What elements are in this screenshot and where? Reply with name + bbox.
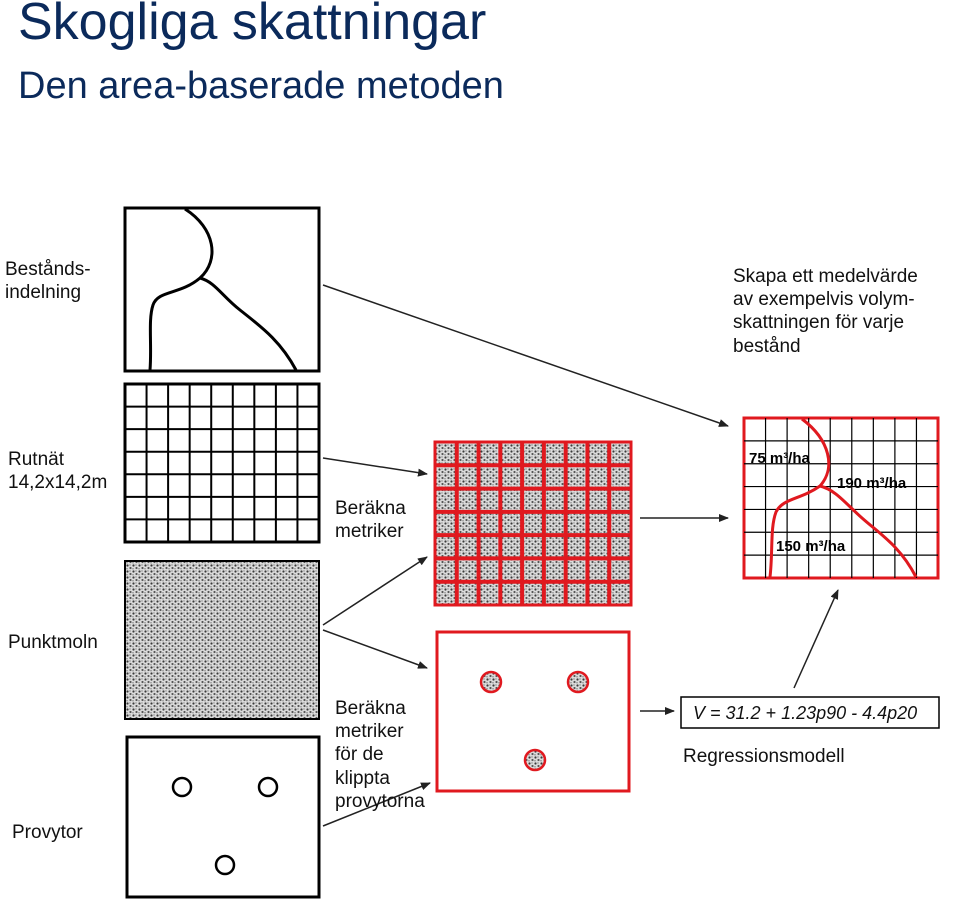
- page-subtitle: Den area-baserade metoden: [18, 65, 504, 107]
- page-title: Skogliga skattningar: [18, 0, 487, 51]
- result-label-190: 190 m³/ha: [837, 475, 907, 492]
- stand-division-box: [125, 208, 319, 371]
- plot-circle: [216, 856, 234, 874]
- stand-division-label: Bestånds- indelning: [5, 259, 91, 304]
- result-label-75: 75 m³/ha: [749, 450, 810, 467]
- point-cloud-box: [125, 561, 319, 719]
- regression-label: Regressionsmodell: [683, 746, 845, 767]
- metrics-grid-box: [435, 442, 631, 605]
- plot-circle: [173, 778, 191, 796]
- plots-box: [127, 737, 319, 897]
- point-cloud-label: Punktmoln: [8, 632, 98, 653]
- compute-clipped-metrics-label: Beräkna metriker för de klippta provytorna: [335, 698, 425, 812]
- regression-formula: V = 31.2 + 1.23p90 - 4.4p20: [693, 703, 918, 723]
- clipped-plot: [568, 672, 588, 692]
- grid-box: [125, 384, 319, 542]
- clipped-plots-box: [437, 632, 629, 791]
- plots-label: Provytor: [12, 822, 83, 843]
- grid-label: Rutnät 14,2x14,2m: [8, 449, 108, 494]
- clipped-plot: [525, 750, 545, 770]
- result-label-150: 150 m³/ha: [776, 538, 846, 555]
- averaging-note: Skapa ett medelvärde av exempelvis volym- skattningen för varje bestånd: [733, 266, 918, 357]
- plot-circle: [259, 778, 277, 796]
- clipped-plot: [481, 672, 501, 692]
- compute-metrics-label: Beräkna metriker: [335, 498, 406, 543]
